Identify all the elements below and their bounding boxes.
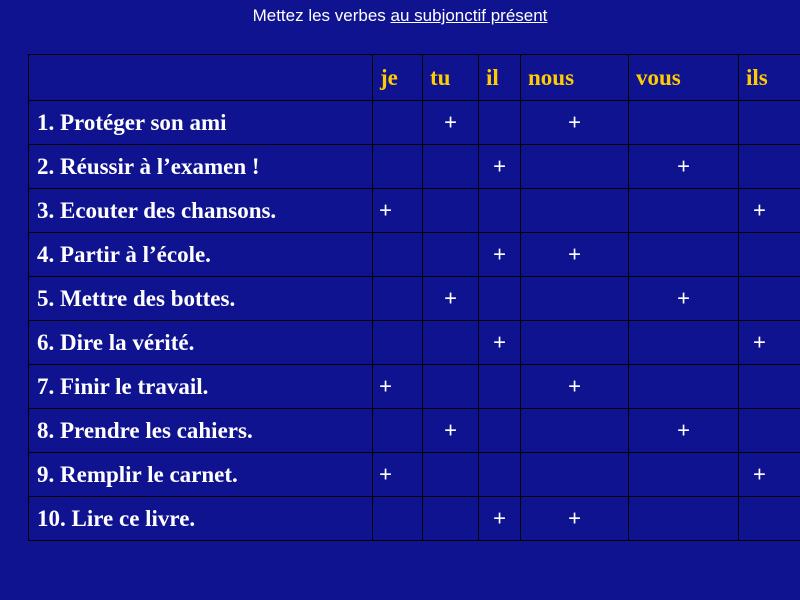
mark-cell-vous: + [629,409,739,453]
mark-cell-vous: + [629,145,739,189]
header-row [29,55,800,101]
title-underlined: au subjonctif présent [390,6,548,25]
mark-cell-il: + [479,321,521,365]
mark-cell-vous [629,189,739,233]
header-cell-il: il [479,55,521,101]
mark-cell-tu [423,145,479,189]
mark-cell-il: + [479,233,521,277]
mark-cell-vous [629,453,739,497]
mark-cell-il [479,453,521,497]
table-row [29,145,800,189]
mark-cell-ils: + [739,321,800,365]
mark-cell-il [479,189,521,233]
mark-cell-nous [521,145,629,189]
mark-cell-tu [423,189,479,233]
mark-cell-je [373,321,423,365]
mark-cell-nous [521,277,629,321]
table-row [29,101,800,145]
verb-cell: 10. Lire ce livre. [29,497,373,541]
mark-cell-je [373,497,423,541]
mark-cell-je [373,233,423,277]
mark-cell-vous [629,365,739,409]
header-cell-tu: tu [423,55,479,101]
mark-cell-il [479,277,521,321]
mark-cell-il: + [479,497,521,541]
table-row [29,409,800,453]
mark-cell-nous [521,453,629,497]
mark-cell-ils [739,145,800,189]
verb-cell: 1. Protéger son ami [29,101,373,145]
mark-cell-nous [521,321,629,365]
mark-cell-nous [521,409,629,453]
mark-cell-tu: + [423,101,479,145]
mark-cell-ils [739,101,800,145]
mark-cell-tu [423,233,479,277]
mark-cell-ils [739,233,800,277]
verb-cell: 4. Partir à l’école. [29,233,373,277]
mark-cell-je: + [373,189,423,233]
mark-cell-je [373,145,423,189]
mark-cell-vous: + [629,277,739,321]
table-row [29,277,800,321]
mark-cell-il [479,101,521,145]
table-row [29,233,800,277]
verb-cell: 3. Ecouter des chansons. [29,189,373,233]
verb-cell: 5. Mettre des bottes. [29,277,373,321]
verb-cell: 6. Dire la vérité. [29,321,373,365]
mark-cell-nous: + [521,365,629,409]
mark-cell-ils [739,277,800,321]
mark-cell-ils [739,365,800,409]
mark-cell-nous: + [521,233,629,277]
mark-cell-ils [739,497,800,541]
verb-cell: 8. Prendre les cahiers. [29,409,373,453]
mark-cell-je [373,277,423,321]
mark-cell-il [479,409,521,453]
table-row [29,453,800,497]
mark-cell-vous [629,497,739,541]
mark-cell-vous [629,321,739,365]
mark-cell-nous [521,189,629,233]
verb-cell: 7. Finir le travail. [29,365,373,409]
table-row [29,497,800,541]
title-prefix: Mettez les verbes [252,6,391,25]
mark-cell-tu [423,497,479,541]
mark-cell-tu [423,453,479,497]
mark-cell-nous: + [521,101,629,145]
mark-cell-il: + [479,145,521,189]
table-row [29,189,800,233]
table-row [29,365,800,409]
conjugation-table [28,54,800,541]
mark-cell-je [373,101,423,145]
table-row [29,321,800,365]
mark-cell-nous: + [521,497,629,541]
mark-cell-tu: + [423,409,479,453]
mark-cell-ils [739,409,800,453]
mark-cell-ils: + [739,453,800,497]
header-cell-je: je [373,55,423,101]
page-title [0,6,800,26]
mark-cell-tu: + [423,277,479,321]
verb-cell: 2. Réussir à l’examen ! [29,145,373,189]
header-cell-empty [29,55,373,101]
header-cell-ils: ils [739,55,800,101]
header-cell-vous: vous [629,55,739,101]
mark-cell-je: + [373,365,423,409]
mark-cell-tu [423,321,479,365]
mark-cell-il [479,365,521,409]
mark-cell-vous [629,101,739,145]
mark-cell-tu [423,365,479,409]
mark-cell-vous [629,233,739,277]
mark-cell-je: + [373,453,423,497]
header-cell-nous: nous [521,55,629,101]
mark-cell-ils: + [739,189,800,233]
verb-cell: 9. Remplir le carnet. [29,453,373,497]
mark-cell-je [373,409,423,453]
